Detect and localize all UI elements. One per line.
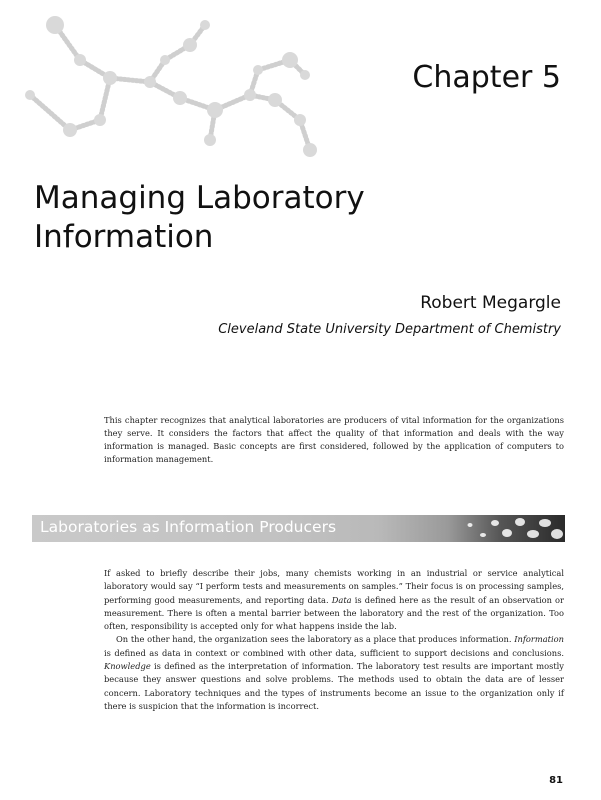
body-text xyxy=(104,567,564,713)
chapter-number: Chapter 5 xyxy=(412,60,561,95)
term-data: Data xyxy=(331,594,352,605)
chapter-abstract: This chapter recognizes that analytical laboratories are producers of vital information for the organizations they serve. It considers the factors that affect the quality of that information and deals with the way information is managed. Basic concepts are first considered, followed by the application of computers to information management. xyxy=(104,415,564,464)
section-heading-bar xyxy=(32,515,565,542)
chapter-title xyxy=(34,179,454,257)
section-heading: Laboratories as Information Producers xyxy=(40,518,337,536)
chapter-title-line-1: Managing Laboratory xyxy=(34,180,365,216)
author-name: Robert Megargle xyxy=(420,293,561,313)
cell-texture-decoration xyxy=(425,515,565,542)
molecule-illustration xyxy=(0,0,360,170)
term-information: Information xyxy=(514,634,564,645)
page-number: 81 xyxy=(549,775,563,786)
paragraph: On the other hand, the organization sees the laboratory as a place that produces information. Information is defined as data in context or combined with other data, sufficient to support decisions and conclusions. Knowledge is defined as the interpretation of information. The laboratory test results are important mostly because they answer questions and solve problems. The methods used to obtain the data are of lesser concern. Laboratory techniques and the types of instruments become an issue to the organization only if there is suspicion that the information is incorrect. xyxy=(104,634,564,711)
term-knowledge: Knowledge xyxy=(104,661,151,672)
paragraph: If asked to briefly describe their jobs, many chemists working in an industrial or service analytical laboratory would say “I perform tests and measurements on samples.” Their focus is on processing samples, performing good measurements, and reporting data. Data is defined here as the result of an observation or measurement. There is often a mental barrier between the laboratory and the rest of the organization. Too often, responsibility is accepted only for what happens inside the lab. xyxy=(104,568,564,632)
author-affiliation: Cleveland State University Department of Chemistry xyxy=(218,322,561,337)
chapter-title-line-2: Information xyxy=(34,219,214,255)
